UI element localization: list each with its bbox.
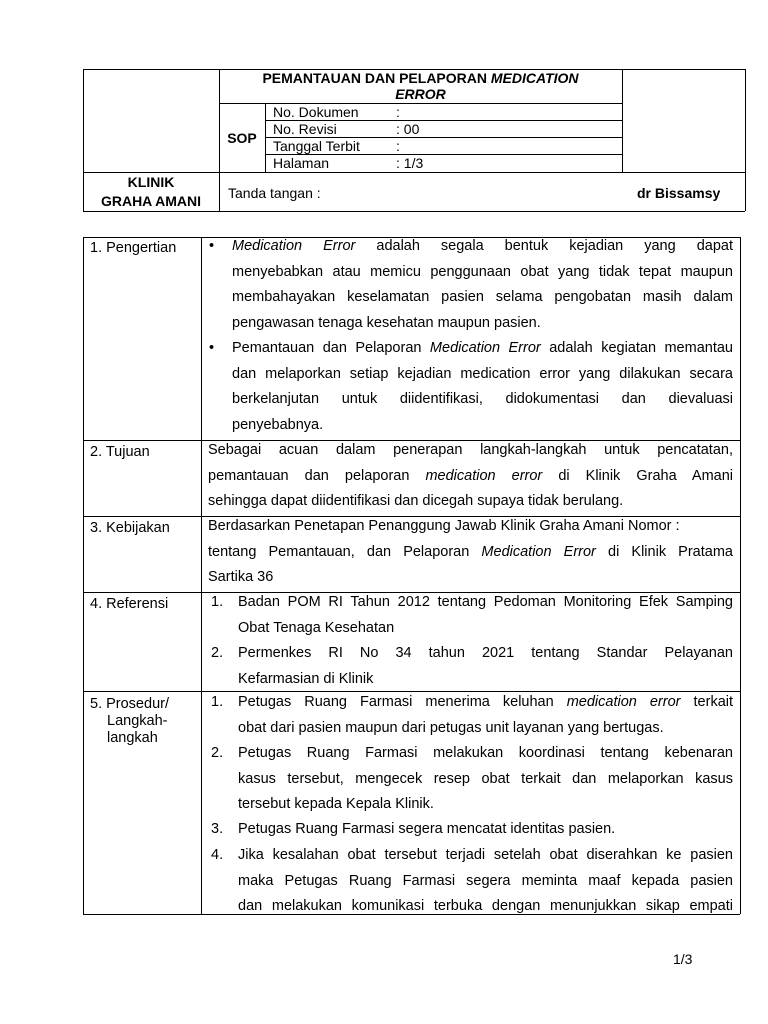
page-number: 1/3	[673, 951, 693, 967]
list-number: 1.	[211, 594, 224, 610]
bullet-marker: •	[209, 238, 215, 254]
header-border-bottom	[83, 211, 745, 212]
section-label-kebijakan: 3. Kebijakan	[90, 520, 170, 536]
pengertian-bullet-1: Medication Error adalah segala bentuk kejadian yang dapat menyebabkan atau memicu penggunaan obat yang tidak tepat maupun membahayakan keselamatan pasien selama pengobatan masih dalam pengawasan tenaga kesehatan maupun pasien.	[232, 238, 733, 331]
content-border-left	[83, 237, 84, 914]
meta-value-no-dokumen: :	[396, 104, 400, 120]
section-label-referensi: 4. Referensi	[90, 596, 169, 612]
list-number: 3.	[211, 821, 224, 837]
meta-value-no-revisi: : 00	[396, 121, 420, 137]
list-number: 4.	[211, 847, 224, 863]
signature-label: Tanda tangan :	[228, 185, 321, 201]
header-divider-right	[622, 69, 623, 172]
section-label-tujuan: 2. Tujuan	[90, 444, 150, 460]
section-label-prosedur-line3: langkah	[107, 730, 158, 746]
meta-value-tanggal-terbit: :	[396, 138, 400, 154]
bullet-marker: •	[209, 340, 215, 356]
prosedur-item-4: Jika kesalahan obat tersebut terjadi setelah obat diserahkan ke pasien maka Petugas Ruang Farmasi segera meminta maaf kepada pasien dan melakukan komunikasi terbuka dengan menunjukkan sikap empati	[238, 847, 733, 914]
section-label-pengertian: 1. Pengertian	[90, 240, 177, 256]
pengertian-bullet-2: Pemantauan dan Pelaporan Medication Error adalah kegiatan memantau dan melaporkan setiap kejadian medication error yang dilakukan secara berkelanjutan untuk diidentifikasi, didokumentasi dan dievaluasi penyebabnya.	[232, 340, 733, 433]
tujuan-text: Sebagai acuan dalam penerapan langkah-langkah untuk pencatatan, pemantauan dan pelaporan medication error di Klinik Graha Amani sehingga dapat diidentifikasi dan dicegah supaya tidak berulang.	[208, 442, 734, 509]
meta-label-no-revisi: No. Revisi	[273, 121, 337, 137]
document-title-line2: ERROR	[395, 86, 446, 102]
referensi-item-2: Permenkes RI No 34 tahun 2021 tentang Standar Pelayanan Kefarmasian di Klinik	[238, 645, 733, 687]
meta-value-halaman: : 1/3	[396, 155, 424, 171]
sop-label: SOP	[227, 130, 257, 146]
header-border-right	[745, 69, 746, 211]
referensi-item-1: Badan POM RI Tahun 2012 tentang Pedoman Monitoring Efek Samping Obat Tenaga Kesehatan	[238, 594, 733, 636]
content-border-right	[740, 237, 741, 914]
prosedur-item-3: Petugas Ruang Farmasi segera mencatat identitas pasien.	[238, 821, 616, 837]
document-title: PEMANTAUAN DAN PELAPORAN MEDICATION	[262, 70, 579, 86]
section-label-prosedur-line2: Langkah-	[107, 713, 168, 729]
meta-label-no-dokumen: No. Dokumen	[273, 104, 359, 120]
prosedur-item-2: Petugas Ruang Farmasi melakukan koordinasi tentang kebenaran kasus tersebut, mengecek resep obat terkait dan melaporkan kasus tersebut kepada Kepala Klinik.	[238, 745, 733, 812]
meta-label-tanggal-terbit: Tanggal Terbit	[273, 138, 360, 154]
list-number: 1.	[211, 694, 224, 710]
list-number: 2.	[211, 745, 224, 761]
header-middle-line	[83, 172, 745, 173]
section-label-prosedur: 5. Prosedur/	[90, 696, 169, 712]
signer-name: dr Bissamsy	[637, 185, 721, 201]
prosedur-item-1: Petugas Ruang Farmasi menerima keluhan medication error terkait obat dari pasien maupun dari petugas unit layanan yang bertugas.	[238, 694, 734, 736]
meta-label-halaman: Halaman	[273, 155, 330, 171]
list-number: 2.	[211, 645, 224, 661]
clinic-name-line1: KLINIK	[127, 174, 175, 190]
clinic-name-line2: GRAHA AMANI	[100, 193, 202, 209]
kebijakan-text: Berdasarkan Penetapan Penanggung Jawab Klinik Graha Amani Nomor : tentang Pemantauan, dan Pelaporan Medication Error di Klinik Pratama Sartika 36	[208, 518, 733, 585]
content-column-divider	[201, 237, 202, 914]
